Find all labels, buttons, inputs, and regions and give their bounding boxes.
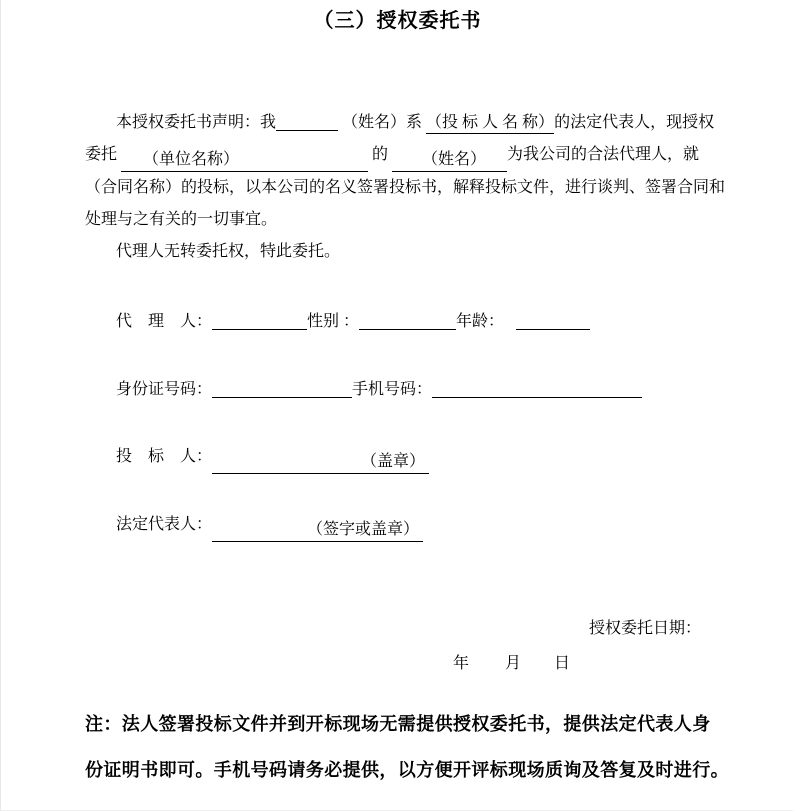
- declaration-line-2: [85, 139, 737, 172]
- agent-label: 代 理 人：: [116, 313, 213, 330]
- month-label: 月: [505, 655, 522, 672]
- seal-hint: （盖章）: [361, 453, 426, 470]
- age-field-blank: [516, 311, 590, 330]
- principal-name-blank: [276, 112, 338, 131]
- declaration-l1-xi: 系: [406, 114, 423, 131]
- id-number-label: 身份证号码：: [116, 381, 213, 398]
- phone-field-blank: [432, 379, 642, 398]
- legal-rep-label: 法定代表人：: [116, 516, 213, 533]
- declaration-l1-pre: 本授权委托书声明：我: [116, 114, 277, 131]
- note-section: [85, 701, 753, 793]
- sign-or-seal-hint: （签字或盖章）: [307, 521, 420, 538]
- bidder-seal-blank: [212, 451, 429, 474]
- agent-name-blank: [392, 149, 507, 172]
- year-label: 年: [453, 655, 470, 672]
- declaration-line-4: 处理与之有关的一切事宜。: [85, 211, 278, 228]
- agent-name-hint: （姓名）: [422, 151, 487, 168]
- note-line-2: 份证明书即可。手机号码请务必提供，以方便开评标现场质询及答复及时进行。: [85, 760, 729, 780]
- declaration-l2-pre: 委托: [85, 146, 118, 163]
- id-phone-row: [85, 379, 642, 401]
- bidder-row: [85, 446, 429, 474]
- legal-rep-row: [85, 514, 423, 542]
- authorization-date-label: 授权委托日期：: [589, 620, 702, 637]
- year-month-day-line: [453, 650, 570, 673]
- gender-label: 性别 ：: [307, 313, 360, 330]
- declaration-line-3: （合同名称）的投标，以本公司的名义签署投标书，解释投标文件，进行谈判、签署合同和: [85, 179, 726, 196]
- declaration-l2-post: 为我公司的合法代理人，就: [507, 146, 700, 163]
- declaration-paragraph: [85, 107, 737, 268]
- bidder-label: 投 标 人：: [116, 448, 213, 465]
- legal-rep-sign-blank: [212, 519, 423, 542]
- page-title: （三）授权委托书: [313, 10, 482, 32]
- phone-label: 手机号码：: [352, 381, 433, 398]
- name-hint: （姓名）: [342, 114, 407, 131]
- id-number-field-blank: [212, 379, 352, 398]
- declaration-line-1: [85, 107, 737, 139]
- note-line-1: 注：法人签署投标文件并到开标现场无需提供授权委托书，提供法定代表人身: [85, 714, 711, 734]
- day-label: 日: [554, 655, 571, 672]
- declaration-line-5: 代理人无转委托权，特此委托。: [116, 243, 341, 260]
- age-label: 年龄：: [456, 313, 505, 330]
- agent-name-field-blank: [212, 311, 307, 330]
- gender-field-blank: [359, 311, 456, 330]
- bidder-name-blank: （投 标 人 名 称）: [426, 114, 554, 134]
- company-name-blank: [121, 149, 368, 172]
- company-name-hint: （单位名称）: [143, 151, 240, 168]
- agent-row: [85, 311, 590, 333]
- declaration-l1-post: 的法定代表人，现授权: [554, 114, 715, 131]
- declaration-l2-de: 的: [372, 146, 389, 163]
